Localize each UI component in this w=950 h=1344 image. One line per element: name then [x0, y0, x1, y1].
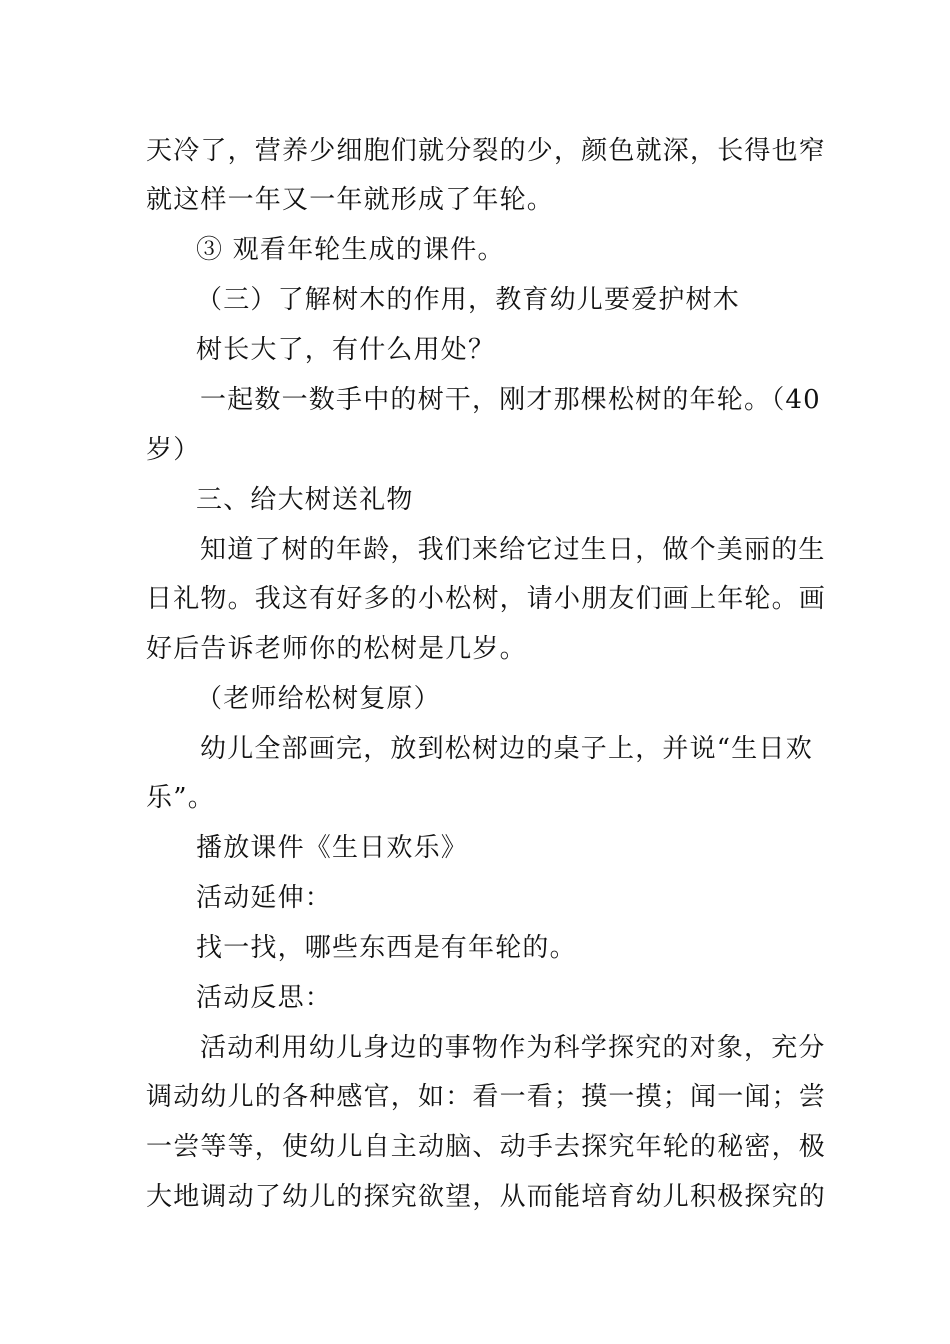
text-line-3: ③ 观看年轮生成的课件。: [196, 235, 505, 265]
text-line-5: 树长大了，有什么用处？: [196, 335, 496, 365]
text-line-1: 天冷了，营养少细胞们就分裂的少，颜色就深，长得也窄: [146, 136, 827, 166]
text-line-15: 播放课件《生日欢乐》: [196, 833, 469, 863]
section-heading-3: （三）了解树木的作用，教育幼儿要爱护树木: [196, 285, 741, 315]
text-line-14: 乐”。: [146, 783, 215, 813]
text-line-7: 岁）: [146, 435, 201, 465]
text-line-10: 日礼物。我这有好多的小松树，请小朋友们画上年轮。画: [146, 584, 827, 614]
text-line-12: （老师给松树复原）: [196, 684, 441, 714]
text-line-6: 一起数一数手中的树干，刚才那棵松树的年轮。（40: [200, 385, 821, 415]
text-line-20: 调动幼儿的各种感官，如：看一看；摸一摸；闻一闻；尝: [146, 1082, 827, 1112]
text-line-9: 知道了树的年龄，我们来给它过生日，做个美丽的生: [200, 535, 826, 565]
text-line-2: 就这样一年又一年就形成了年轮。: [146, 185, 555, 215]
activity-reflection-heading: 活动反思：: [196, 983, 333, 1013]
section-heading-gift: 三、给大树送礼物: [196, 485, 414, 515]
text-line-13: 幼儿全部画完，放到松树边的桌子上，并说“生日欢: [200, 734, 813, 764]
text-line-22: 大地调动了幼儿的探究欲望，从而能培育幼儿积极探究的: [146, 1182, 827, 1212]
text-line-21: 一尝等等，使幼儿自主动脑、动手去探究年轮的秘密，极: [146, 1132, 827, 1162]
text-line-19: 活动利用幼儿身边的事物作为科学探究的对象，充分: [200, 1033, 826, 1063]
activity-extension-heading: 活动延伸：: [196, 883, 333, 913]
text-line-11: 好后告诉老师你的松树是几岁。: [146, 634, 527, 664]
text-line-17: 找一找，哪些东西是有年轮的。: [196, 933, 577, 963]
